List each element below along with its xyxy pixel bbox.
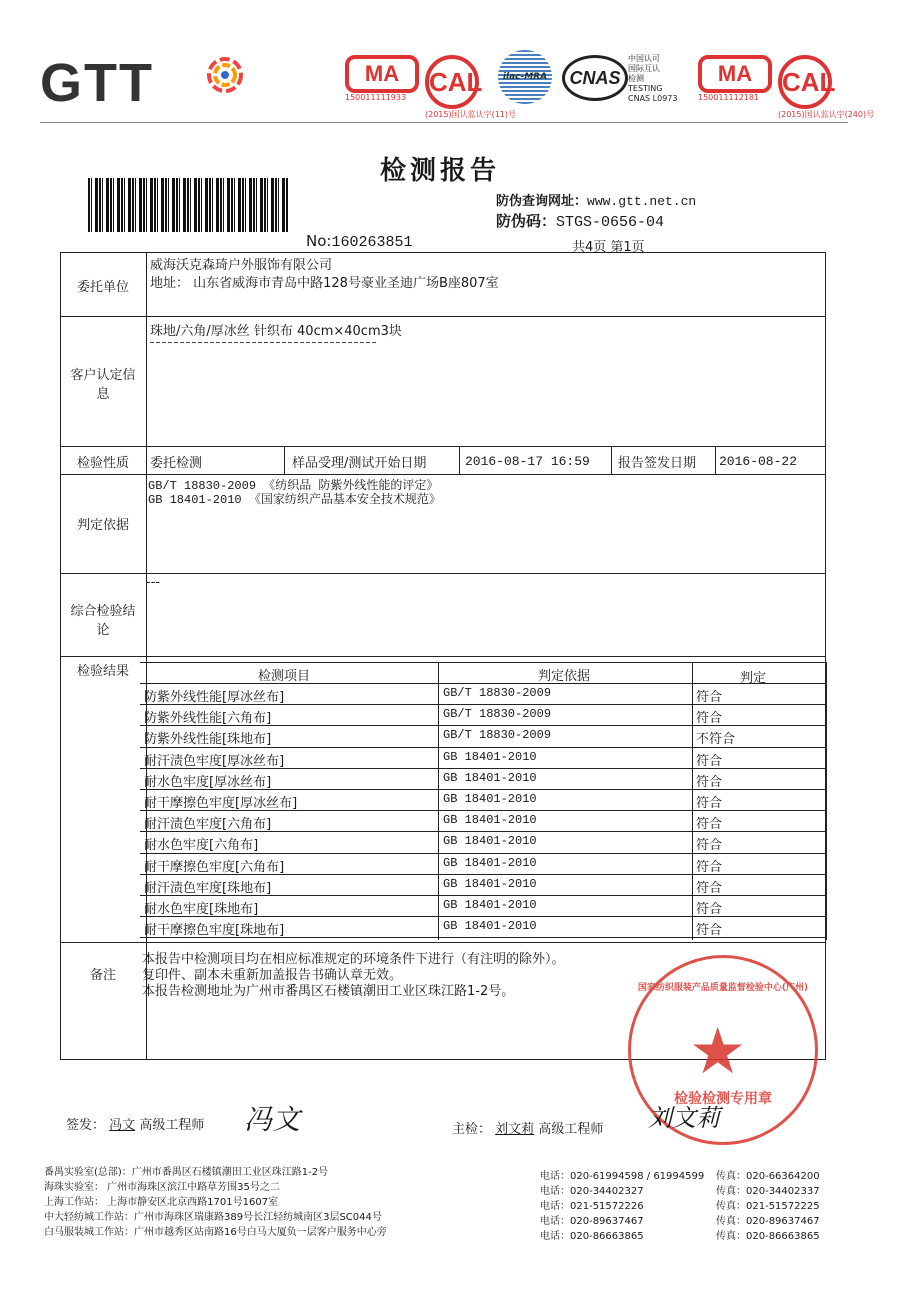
conclusion-text: --- xyxy=(146,575,161,590)
customer-info-label: 客户认定信息 xyxy=(70,368,136,402)
result-verdict: 符合 xyxy=(696,860,723,875)
sample-date-label: 样品受理/测试开始日期 xyxy=(292,456,427,471)
cnas-logo: CNAS xyxy=(562,55,628,101)
result-verdict: 符合 xyxy=(696,881,723,896)
barcode-image xyxy=(88,178,288,232)
results-row-divider xyxy=(140,747,826,748)
result-item: 耐干摩擦色牢度[珠地布] xyxy=(144,923,285,938)
row-divider xyxy=(60,474,826,475)
results-header-item: 检测项目 xyxy=(258,669,311,684)
client-address: 地址： 山东省威海市青岛中路128号豪业圣迪广场B座807室 xyxy=(150,276,499,291)
ma-cert-left: MA 150011111933 xyxy=(345,55,419,102)
results-label: 检验结果 xyxy=(76,664,129,679)
col-divider xyxy=(715,446,716,474)
result-basis: GB/T 18830-2009 xyxy=(443,707,552,721)
row-divider xyxy=(60,656,826,657)
results-top-line xyxy=(140,662,826,663)
brand-logo-text: GTT xyxy=(40,53,154,113)
inspection-type-label: 检验性质 xyxy=(76,456,129,471)
ilac-mra-logo: ilac-MRA xyxy=(498,50,552,104)
result-verdict: 符合 xyxy=(696,923,723,938)
page-info: 共4页 第1页 xyxy=(572,240,645,255)
result-verdict: 符合 xyxy=(696,817,723,832)
col-divider xyxy=(284,446,285,474)
result-basis: GB 18401-2010 xyxy=(443,898,537,912)
result-item: 耐水色牢度[六角布] xyxy=(144,838,259,853)
issuer-signature: 冯文 xyxy=(244,1103,301,1136)
ca-cert-right: CAL (2015)国认监认字(240)号 xyxy=(778,55,874,120)
results-col-divider xyxy=(826,662,827,940)
results-header-verdict: 判定 xyxy=(740,671,767,686)
ma-cert-right: MA 150011112181 xyxy=(698,55,772,102)
verify-site-line: 防伪查询网址：www.gtt.net.cn xyxy=(496,194,697,209)
result-item: 防紫外线性能[珠地布] xyxy=(144,732,272,747)
footer-phones: 电话：020-61994598 / 61994599 电话：020-34402327 电话：021-51572226 电话：020-89637467 电话：020-86663865 xyxy=(540,1171,705,1242)
result-basis: GB/T 18830-2009 xyxy=(443,728,552,742)
row-divider xyxy=(60,446,826,447)
header-divider xyxy=(40,122,848,123)
result-verdict: 不符合 xyxy=(696,732,736,747)
checker-signature: 刘文莉 xyxy=(648,1104,720,1132)
basis-label: 判定依据 xyxy=(76,518,129,533)
anti-fake-line: 防伪码：STGS-0656-04 xyxy=(496,212,665,231)
basis-line: GB/T 18830-2009 《纺织品 防紫外线性能的评定》 xyxy=(148,479,439,493)
report-title: 检测报告 xyxy=(380,156,501,186)
result-verdict: 符合 xyxy=(696,775,723,790)
result-item: 耐干摩擦色牢度[六角布] xyxy=(144,860,285,875)
result-verdict: 符合 xyxy=(696,902,723,917)
client-label: 委托单位 xyxy=(76,280,129,295)
result-item: 耐汗渍色牢度[厚冰丝布] xyxy=(144,754,285,769)
remark-line: 本报告检测地址为广州市番禺区石楼镇潮田工业区珠江路1-2号。 xyxy=(142,984,515,999)
result-item: 耐汗渍色牢度[六角布] xyxy=(144,817,272,832)
result-basis: GB 18401-2010 xyxy=(443,750,537,764)
results-header-basis: 判定依据 xyxy=(538,669,591,684)
client-name: 威海沃克森琦户外服饰有限公司 xyxy=(150,258,333,273)
issue-date: 2016-08-22 xyxy=(719,454,798,469)
report-number: No:160263851 xyxy=(306,232,413,251)
row-divider xyxy=(60,942,826,943)
result-verdict: 符合 xyxy=(696,838,723,853)
col-divider xyxy=(459,446,460,474)
official-stamp: 国家纺织服装产品质量监督检验中心(广州) ★ 检验检测专用章 xyxy=(628,955,818,1145)
result-basis: GB 18401-2010 xyxy=(443,834,537,848)
inspection-type: 委托检测 xyxy=(150,456,203,471)
checker-line: 主检： 刘文莉 高级工程师 xyxy=(452,1122,604,1137)
result-basis: GB 18401-2010 xyxy=(443,856,537,870)
results-row-divider xyxy=(140,853,826,854)
col-divider xyxy=(611,446,612,474)
result-item: 耐水色牢度[厚冰丝布] xyxy=(144,775,272,790)
customer-info: 珠地/六角/厚冰丝 针织布 40cm×40cm3块 xyxy=(150,324,402,339)
conclusion-label: 综合检验结论 xyxy=(70,604,136,638)
star-icon: ★ xyxy=(689,1015,747,1089)
result-basis: GB/T 18830-2009 xyxy=(443,686,552,700)
result-basis: GB 18401-2010 xyxy=(443,813,537,827)
issuer-line: 签发： 冯文 高级工程师 xyxy=(66,1118,205,1133)
remarks-label: 备注 xyxy=(89,968,116,983)
result-verdict: 符合 xyxy=(696,796,723,811)
cnas-text: 中国认可 国际互认 检测 TESTING CNAS L0973 xyxy=(628,54,678,103)
result-item: 防紫外线性能[六角布] xyxy=(144,711,272,726)
row-divider xyxy=(60,316,826,317)
result-item: 耐汗渍色牢度[珠地布] xyxy=(144,881,272,896)
footer-faxes: 传真：020-66364200 传真：020-34402337 传真：021-51572225 传真：020-89637467 传真：020-86663865 xyxy=(716,1171,820,1242)
row-divider xyxy=(60,573,826,574)
footer-labs: 番禺实验室(总部)：广州市番禺区石楼镇潮田工业区珠江路1-2号 海珠实验室： 广州市海珠区滨江中路草芳围35号之二 上海工作站： 上海市静安区北京西路1701号1607室 中大轻纺城工作站：广州市海珠区瑞康路389号长江轻纺城南区3层SC044号 白马服装城工作站：广州市越秀区站南路16号白马大厦负一层客户服务中心旁 xyxy=(44,1167,387,1238)
remark-line: 复印件、副本未重新加盖报告书确认章无效。 xyxy=(142,968,403,983)
ca-cert-left: CAL (2015)国认监认字(11)号 xyxy=(425,55,516,120)
result-item: 防紫外线性能[厚冰丝布] xyxy=(144,690,285,705)
result-verdict: 符合 xyxy=(696,690,723,705)
result-verdict: 符合 xyxy=(696,711,723,726)
gtt-flower-icon xyxy=(205,55,245,95)
result-basis: GB 18401-2010 xyxy=(443,792,537,806)
result-basis: GB 18401-2010 xyxy=(443,919,537,933)
result-verdict: 符合 xyxy=(696,754,723,769)
issue-date-label: 报告签发日期 xyxy=(618,456,697,471)
result-basis: GB 18401-2010 xyxy=(443,877,537,891)
result-basis: GB 18401-2010 xyxy=(443,771,537,785)
label-column-divider xyxy=(146,252,147,1060)
sample-date: 2016-08-17 16:59 xyxy=(465,454,590,469)
basis-line: GB 18401-2010 《国家纺织产品基本安全技术规范》 xyxy=(148,493,441,507)
dashed-line xyxy=(150,342,376,343)
result-item: 耐干摩擦色牢度[厚冰丝布] xyxy=(144,796,298,811)
result-item: 耐水色牢度[珠地布] xyxy=(144,902,259,917)
results-header-line xyxy=(140,683,826,684)
remark-line: 本报告中检测项目均在相应标准规定的环境条件下进行（有注明的除外）。 xyxy=(142,952,565,967)
